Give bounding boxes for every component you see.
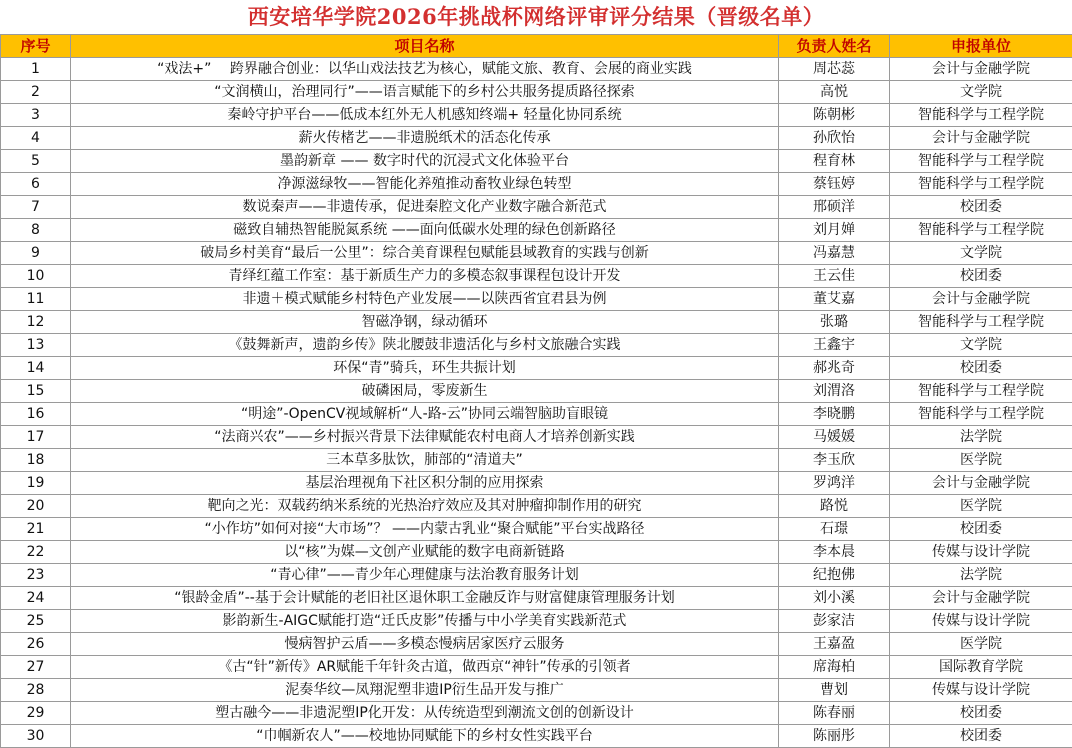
- cell-project[interactable]: “明途”-OpenCV视域解析“人-路-云”协同云端智脑助盲眼镜: [71, 403, 779, 426]
- table-row: [1, 702, 1072, 725]
- table-row: [1, 725, 1072, 748]
- cell-project[interactable]: 非遗＋模式赋能乡村特色产业发展——以陕西省宜君县为例: [71, 288, 779, 311]
- cell-project[interactable]: “文润横山，治理同行”——语言赋能下的乡村公共服务提质路径探索: [71, 81, 779, 104]
- table-row: [1, 403, 1072, 426]
- cell-project[interactable]: 塑古融今——非遗泥塑IP化开发：从传统造型到潮流文创的创新设计: [71, 702, 779, 725]
- cell-unit[interactable]: 校团委: [890, 357, 1072, 380]
- cell-project[interactable]: 磁致自辅热智能脱氮系统 ——面向低碳水处理的绿色创新路径: [71, 219, 779, 242]
- cell-index[interactable]: 26: [1, 633, 71, 656]
- cell-index[interactable]: 12: [1, 311, 71, 334]
- cell-unit[interactable]: 智能科学与工程学院: [890, 380, 1072, 403]
- cell-unit[interactable]: 会计与金融学院: [890, 58, 1072, 81]
- cell-project[interactable]: 环保“青”骑兵，环生共振计划: [71, 357, 779, 380]
- cell-project[interactable]: 以“核”为媒—文创产业赋能的数字电商新链路: [71, 541, 779, 564]
- table-row: [1, 288, 1072, 311]
- cell-leader[interactable]: 蔡钰婷: [779, 173, 890, 196]
- cell-unit[interactable]: 智能科学与工程学院: [890, 173, 1072, 196]
- cell-leader[interactable]: 路悦: [779, 495, 890, 518]
- cell-unit[interactable]: 智能科学与工程学院: [890, 219, 1072, 242]
- cell-project[interactable]: 墨韵新章 —— 数字时代的沉浸式文化体验平台: [71, 150, 779, 173]
- cell-leader[interactable]: 曹划: [779, 679, 890, 702]
- header-row: [1, 35, 1072, 58]
- table-row: [1, 196, 1072, 219]
- table-row: [1, 58, 1072, 81]
- cell-index[interactable]: 3: [1, 104, 71, 127]
- cell-index[interactable]: 17: [1, 426, 71, 449]
- cell-leader[interactable]: 张璐: [779, 311, 890, 334]
- cell-project[interactable]: “青心律”——青少年心理健康与法治教育服务计划: [71, 564, 779, 587]
- cell-index[interactable]: 20: [1, 495, 71, 518]
- cell-leader[interactable]: 邢硕洋: [779, 196, 890, 219]
- cell-index[interactable]: 23: [1, 564, 71, 587]
- table-row: [1, 380, 1072, 403]
- cell-unit[interactable]: 法学院: [890, 426, 1072, 449]
- cell-leader[interactable]: 王云佳: [779, 265, 890, 288]
- table-row: [1, 472, 1072, 495]
- cell-project[interactable]: 影韵新生-AIGC赋能打造“迁氏皮影”传播与中小学美育实践新范式: [71, 610, 779, 633]
- cell-index[interactable]: 30: [1, 725, 71, 748]
- cell-leader[interactable]: 陈丽彤: [779, 725, 890, 748]
- header-project[interactable]: 项目名称: [71, 35, 779, 58]
- cell-index[interactable]: 2: [1, 81, 71, 104]
- cell-project[interactable]: 青绎红蕴工作室：基于新质生产力的多模态叙事课程包设计开发: [71, 265, 779, 288]
- cell-unit[interactable]: 医学院: [890, 633, 1072, 656]
- cell-index[interactable]: 1: [1, 58, 71, 81]
- cell-project[interactable]: 秦岭守护平台——低成本红外无人机感知终端+ 轻量化协同系统: [71, 104, 779, 127]
- cell-leader[interactable]: 彭家洁: [779, 610, 890, 633]
- table-row: [1, 127, 1072, 150]
- cell-leader[interactable]: 刘小溪: [779, 587, 890, 610]
- table-row: [1, 587, 1072, 610]
- cell-unit[interactable]: 校团委: [890, 518, 1072, 541]
- cell-unit[interactable]: 校团委: [890, 265, 1072, 288]
- cell-index[interactable]: 18: [1, 449, 71, 472]
- table-row: [1, 541, 1072, 564]
- cell-project[interactable]: “法商兴农”——乡村振兴背景下法律赋能农村电商人才培养创新实践: [71, 426, 779, 449]
- cell-unit[interactable]: 传媒与设计学院: [890, 679, 1072, 702]
- cell-leader[interactable]: 王鑫宇: [779, 334, 890, 357]
- table-row: [1, 104, 1072, 127]
- cell-unit[interactable]: 文学院: [890, 81, 1072, 104]
- cell-unit[interactable]: 国际教育学院: [890, 656, 1072, 679]
- cell-leader[interactable]: 李晓鹏: [779, 403, 890, 426]
- cell-leader[interactable]: 席海柏: [779, 656, 890, 679]
- table-row: [1, 150, 1072, 173]
- cell-project[interactable]: 薪火传楮艺——非遗脱纸术的活态化传承: [71, 127, 779, 150]
- cell-project[interactable]: “戏法+” 跨界融合创业：以华山戏法技艺为核心，赋能文旅、教育、会展的商业实践: [71, 58, 779, 81]
- cell-leader[interactable]: 郝兆奇: [779, 357, 890, 380]
- cell-unit[interactable]: 医学院: [890, 449, 1072, 472]
- cell-leader[interactable]: 周芯蕊: [779, 58, 890, 81]
- table-row: [1, 426, 1072, 449]
- cell-project[interactable]: 泥奏华纹—凤翔泥塑非遗IP衍生品开发与推广: [71, 679, 779, 702]
- cell-index[interactable]: 9: [1, 242, 71, 265]
- table-row: [1, 334, 1072, 357]
- table-row: [1, 495, 1072, 518]
- cell-unit[interactable]: 智能科学与工程学院: [890, 150, 1072, 173]
- cell-project[interactable]: 破磷困局，零废新生: [71, 380, 779, 403]
- cell-project[interactable]: 慢病智护云盾——多模态慢病居家医疗云服务: [71, 633, 779, 656]
- cell-unit[interactable]: 传媒与设计学院: [890, 610, 1072, 633]
- table-row: [1, 81, 1072, 104]
- header-leader[interactable]: 负责人姓名: [779, 35, 890, 58]
- cell-index[interactable]: 21: [1, 518, 71, 541]
- cell-unit[interactable]: 智能科学与工程学院: [890, 403, 1072, 426]
- cell-index[interactable]: 6: [1, 173, 71, 196]
- cell-index[interactable]: 8: [1, 219, 71, 242]
- table-row: [1, 219, 1072, 242]
- cell-project[interactable]: 三本草多肽饮，肺部的“清道夫”: [71, 449, 779, 472]
- cell-index[interactable]: 11: [1, 288, 71, 311]
- table-row: [1, 311, 1072, 334]
- cell-index[interactable]: 7: [1, 196, 71, 219]
- cell-unit[interactable]: 智能科学与工程学院: [890, 104, 1072, 127]
- cell-project[interactable]: 净源滋绿牧——智能化养殖推动畜牧业绿色转型: [71, 173, 779, 196]
- cell-project[interactable]: 《鼓舞新声，遗韵乡传》陕北腰鼓非遗活化与乡村文旅融合实践: [71, 334, 779, 357]
- table-row: [1, 265, 1072, 288]
- cell-leader[interactable]: 李玉欣: [779, 449, 890, 472]
- cell-leader[interactable]: 马媛媛: [779, 426, 890, 449]
- cell-project[interactable]: 数说秦声——非遗传承，促进秦腔文化产业数字融合新范式: [71, 196, 779, 219]
- cell-index[interactable]: 15: [1, 380, 71, 403]
- cell-index[interactable]: 27: [1, 656, 71, 679]
- cell-unit[interactable]: 会计与金融学院: [890, 288, 1072, 311]
- cell-unit[interactable]: 法学院: [890, 564, 1072, 587]
- cell-unit[interactable]: 校团委: [890, 702, 1072, 725]
- header-index[interactable]: 序号: [1, 35, 71, 58]
- cell-leader[interactable]: 陈春丽: [779, 702, 890, 725]
- cell-project[interactable]: 智磁净钢，绿动循环: [71, 311, 779, 334]
- table-row: [1, 518, 1072, 541]
- cell-unit[interactable]: 会计与金融学院: [890, 472, 1072, 495]
- table-row: [1, 357, 1072, 380]
- table-row: [1, 242, 1072, 265]
- table-row: [1, 610, 1072, 633]
- table-row: [1, 449, 1072, 472]
- cell-project[interactable]: 基层治理视角下社区积分制的应用探索: [71, 472, 779, 495]
- cell-leader[interactable]: 石璟: [779, 518, 890, 541]
- cell-leader[interactable]: 王嘉盈: [779, 633, 890, 656]
- results-table: [0, 34, 1072, 748]
- cell-unit[interactable]: 校团委: [890, 725, 1072, 748]
- table-row: [1, 656, 1072, 679]
- sheet-title: 西安培华学院2026年挑战杯网络评审评分结果（晋级名单）: [0, 0, 1072, 34]
- cell-unit[interactable]: 智能科学与工程学院: [890, 311, 1072, 334]
- cell-index[interactable]: 5: [1, 150, 71, 173]
- cell-index[interactable]: 13: [1, 334, 71, 357]
- cell-unit[interactable]: 校团委: [890, 196, 1072, 219]
- cell-index[interactable]: 10: [1, 265, 71, 288]
- table-row: [1, 679, 1072, 702]
- cell-index[interactable]: 29: [1, 702, 71, 725]
- cell-unit[interactable]: 会计与金融学院: [890, 587, 1072, 610]
- cell-index[interactable]: 19: [1, 472, 71, 495]
- cell-leader[interactable]: 罗鸿洋: [779, 472, 890, 495]
- cell-unit[interactable]: 医学院: [890, 495, 1072, 518]
- cell-unit[interactable]: 文学院: [890, 334, 1072, 357]
- cell-index[interactable]: 4: [1, 127, 71, 150]
- cell-project[interactable]: “银龄金盾”--基于会计赋能的老旧社区退休职工金融反诈与财富健康管理服务计划: [71, 587, 779, 610]
- cell-unit[interactable]: 传媒与设计学院: [890, 541, 1072, 564]
- cell-unit[interactable]: 文学院: [890, 242, 1072, 265]
- table-row: [1, 173, 1072, 196]
- cell-index[interactable]: 14: [1, 357, 71, 380]
- cell-index[interactable]: 28: [1, 679, 71, 702]
- table-row: [1, 564, 1072, 587]
- cell-leader[interactable]: 程育林: [779, 150, 890, 173]
- cell-index[interactable]: 24: [1, 587, 71, 610]
- cell-leader[interactable]: 陈朝彬: [779, 104, 890, 127]
- cell-project[interactable]: 《古“针”新传》AR赋能千年针灸古道，做西京“神针”传承的引领者: [71, 656, 779, 679]
- cell-leader[interactable]: 高悦: [779, 81, 890, 104]
- table-row: [1, 633, 1072, 656]
- header-unit[interactable]: 申报单位: [890, 35, 1072, 58]
- cell-unit[interactable]: 会计与金融学院: [890, 127, 1072, 150]
- cell-leader[interactable]: 刘月婵: [779, 219, 890, 242]
- cell-project[interactable]: 靶向之光：双载药纳米系统的光热治疗效应及其对肿瘤抑制作用的研究: [71, 495, 779, 518]
- cell-project[interactable]: “巾帼新农人”——校地协同赋能下的乡村女性实践平台: [71, 725, 779, 748]
- cell-leader[interactable]: 刘渭洛: [779, 380, 890, 403]
- cell-leader[interactable]: 李本晨: [779, 541, 890, 564]
- cell-leader[interactable]: 董艾嘉: [779, 288, 890, 311]
- cell-index[interactable]: 16: [1, 403, 71, 426]
- cell-index[interactable]: 22: [1, 541, 71, 564]
- cell-leader[interactable]: 冯嘉慧: [779, 242, 890, 265]
- cell-leader[interactable]: 孙欣怡: [779, 127, 890, 150]
- cell-leader[interactable]: 纪抱佛: [779, 564, 890, 587]
- cell-project[interactable]: “小作坊”如何对接“大市场”？ ——内蒙古乳业“聚合赋能”平台实战路径: [71, 518, 779, 541]
- cell-index[interactable]: 25: [1, 610, 71, 633]
- cell-project[interactable]: 破局乡村美育“最后一公里”：综合美育课程包赋能县域教育的实践与创新: [71, 242, 779, 265]
